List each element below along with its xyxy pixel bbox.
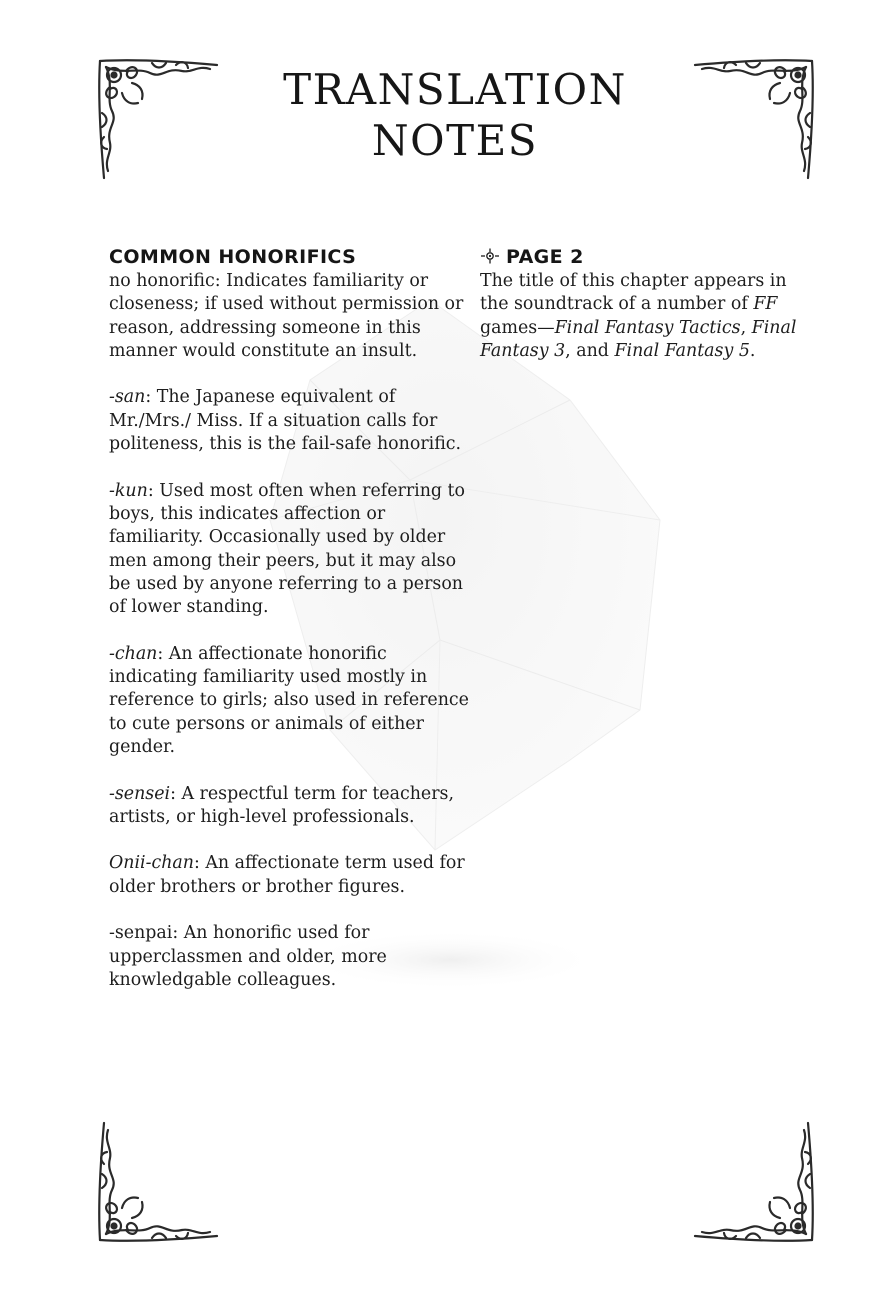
page-note-body [480, 270, 810, 363]
note-title-ff: FF [753, 294, 778, 315]
honorific-term: no honorific [109, 271, 215, 291]
honorifics-column [109, 244, 479, 992]
honorific-entry-kun [109, 480, 479, 620]
honorific-entry-none [109, 270, 479, 363]
honorific-definition: : An affectionate honorific indicating familiarity used mostly in reference to girls; also used in reference to cute persons or animals of either gender. [109, 643, 469, 757]
honorific-definition: : Indicates familiarity or closeness; if used without permission or reason, addressing someone in this manner would constitute an insult. [109, 271, 464, 361]
page-note-heading [480, 244, 810, 270]
page-title-line-1: TRANSLATION [283, 65, 627, 114]
note-text: , [740, 317, 752, 338]
note-text: , and [565, 340, 615, 361]
honorific-term: -kun [109, 480, 148, 501]
page-note-heading-label: PAGE 2 [506, 246, 584, 268]
ornament-corner-bottom-left-icon [92, 1118, 222, 1248]
honorific-definition: : A respectful term for teachers, artists, or high-level professionals. [109, 783, 454, 827]
page-title-line-2: NOTES [371, 116, 539, 165]
honorific-entry-chan [109, 643, 479, 759]
note-title-tactics: Final Fantasy Tactics [554, 317, 741, 338]
compass-star-icon [480, 248, 500, 264]
ornament-corner-top-right-icon [690, 53, 820, 183]
note-text: . [749, 340, 756, 361]
honorifics-heading: COMMON HONORIFICS [109, 246, 357, 268]
note-text: The title of this chapter appears in the soundtrack of a number of [480, 271, 787, 315]
note-title-ff3: Final Fantasy 3 [480, 317, 797, 361]
honorific-term: -chan [109, 643, 158, 664]
honorific-term: Onii-chan [109, 853, 194, 874]
honorific-entry-san [109, 386, 479, 456]
page-notes-column [480, 244, 810, 363]
honorific-term: -san [109, 387, 146, 408]
honorific-definition: : An honorific used for upperclassmen and older, more knowledgable colleagues. [109, 923, 387, 990]
honorific-entry-onii-chan [109, 852, 479, 899]
honorific-definition: : The Japanese equivalent of Mr./Mrs./ Miss. If a situation calls for politeness, this is the fail-safe honorific. [109, 387, 462, 455]
ornament-corner-bottom-right-icon [690, 1118, 820, 1248]
ornament-corner-top-left-icon [92, 53, 222, 183]
honorific-definition: : Used most often when referring to boys, this indicates affection or familiarity. Occasionally used by older men among their peers, but it may also be used by anyone referring to a person of lower standing. [109, 480, 466, 618]
honorific-term: -senpai [109, 923, 173, 944]
honorific-definition: : An affectionate term used for older brothers or brother figures. [109, 853, 465, 897]
honorific-entry-sensei [109, 783, 479, 830]
honorific-term: -sensei [109, 783, 171, 804]
page-title [250, 64, 660, 166]
note-title-ff5: Final Fantasy 5 [614, 340, 750, 361]
honorific-entry-senpai [109, 922, 479, 992]
note-text: games— [480, 317, 555, 338]
